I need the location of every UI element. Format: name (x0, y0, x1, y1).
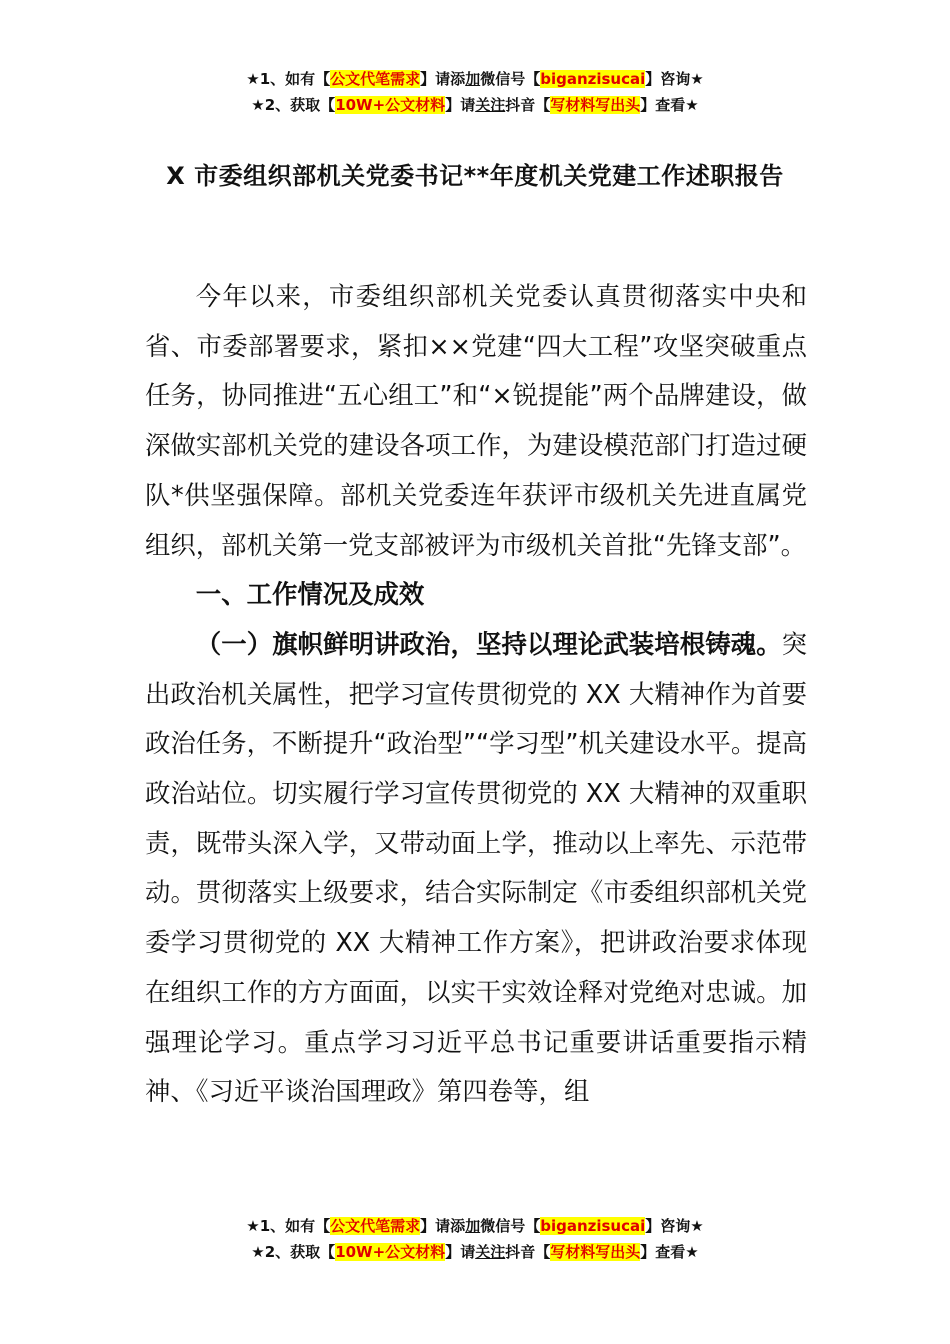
promo-banner-bottom (0, 1213, 950, 1265)
highlight-materials: 10W+公文材料 (335, 1243, 446, 1261)
promo-line-1: ★1、如有【公文代笔需求】请添加微信号【biganzisucai】咨询★ (246, 1217, 704, 1235)
document-body (145, 272, 807, 1117)
subsection-body: 突出政治机关属性，把学习宣传贯彻党的 XX 大精神作为首要政治任务，不断提升“政治型”“学习型”机关建设水平。提高政治站位。切实履行学习宣传贯彻党的 XX 大精神的双重职责，既带头深入学，又带动面上学，推动以上率先、示范带动。贯彻落实上级要求，结合实际制定《市委组织部机关党委学习贯彻党的 XX 大精神工作方案》，把讲政治要求体现在组织工作的方方面面，以实干实效诠释对党绝对忠诚。加强理论学习。重点学习习近平总书记重要讲话重要指示精神、《习近平谈治国理政》第四卷等，组 (145, 628, 807, 1107)
highlight-service: 公文代笔需求 (330, 70, 421, 88)
highlight-service: 公文代笔需求 (330, 1217, 421, 1235)
intro-paragraph: 今年以来，市委组织部机关党委认真贯彻落实中央和省、市委部署要求，紧扣××党建“四大工程”攻坚突破重点任务，协同推进“五心组工”和“×锐提能”两个品牌建设，做深做实部机关党的建设各项工作，为建设模范部门打造过硬队*供坚强保障。部机关党委连年获评市级机关先进直属党组织，部机关第一党支部被评为市级机关首批“先锋支部”。 (145, 281, 807, 560)
highlight-materials: 10W+公文材料 (335, 96, 446, 114)
promo-line-2: ★2、获取【10W+公文材料】请关注抖音【写材料写出头】查看★ (251, 96, 699, 114)
promo-line-1: ★1、如有【公文代笔需求】请添加微信号【biganzisucai】咨询★ (246, 70, 704, 88)
highlight-douyin-id: 写材料写出头 (550, 96, 641, 114)
subsection-heading: （一）旗帜鲜明讲政治，坚持以理论武装培根铸魂。 (195, 628, 782, 659)
section-heading: 一、工作情况及成效 (195, 579, 425, 610)
subsection-paragraph (145, 620, 807, 1117)
highlight-douyin-id: 写材料写出头 (550, 1243, 641, 1261)
highlight-wechat-id: biganzisucai (540, 1217, 646, 1235)
highlight-wechat-id: biganzisucai (540, 70, 646, 88)
promo-line-2: ★2、获取【10W+公文材料】请关注抖音【写材料写出头】查看★ (251, 1243, 699, 1261)
promo-banner-top (0, 66, 950, 118)
document-title: X 市委组织部机关党委书记**年度机关党建工作述职报告 (166, 162, 784, 190)
